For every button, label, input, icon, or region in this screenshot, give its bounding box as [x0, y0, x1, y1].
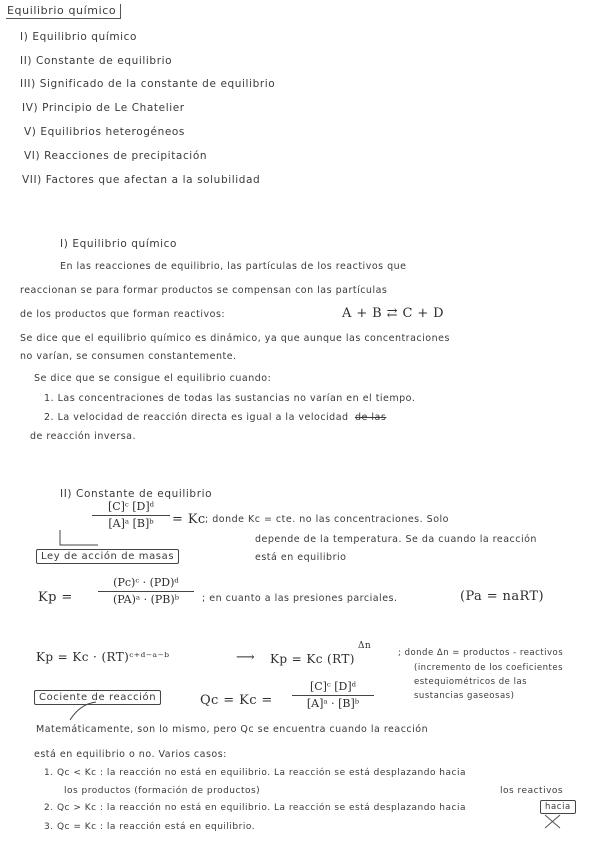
kc-equals: = Kc [172, 512, 206, 527]
struck-text: de las [355, 412, 387, 423]
list-item: 1. Las concentraciones de todas las sustancias no varían en el tiempo. [44, 393, 416, 404]
page-title: Equilibrio químico [6, 4, 121, 19]
kp-numerator: (Pc)ᶜ · (PD)ᵈ [113, 576, 179, 589]
qc-equals: Qc = Kc = [200, 693, 273, 708]
index-item: V) Equilibrios heterogéneos [24, 126, 185, 138]
kc-note: está en equilibrio [255, 552, 347, 563]
text-line: de los productos que forman reactivos: [20, 309, 226, 320]
index-item: IV) Principio de Le Chatelier [22, 102, 185, 114]
case-item: 2. Qc > Kc : la reacción no está en equilibrio. La reacción se está desplazando hacia [44, 803, 466, 813]
text-line: está en equilibrio o no. Varios casos: [34, 749, 227, 760]
law-of-mass-action-box: Ley de acción de masas [36, 549, 179, 564]
delta-n-exponent: Δn [358, 641, 372, 651]
delta-note: estequiométricos de las [414, 677, 528, 687]
text-line: Matemáticamente, son lo mismo, pero Qc se encuentra cuando la reacción [36, 724, 429, 735]
index-item: VII) Factores que afectan a la solubilidad [22, 174, 261, 186]
index-item: III) Significado de la constante de equilibrio [20, 78, 276, 90]
section-heading: I) Equilibrio químico [60, 238, 178, 250]
text-line: de reacción inversa. [30, 431, 137, 442]
case-item: 3. Qc = Kc : la reacción está en equilibrio. [44, 822, 256, 832]
kp-kc-relation: Kp = Kc · (RT)ᶜ⁺ᵈ⁻ᵃ⁻ᵇ [36, 650, 170, 664]
kc-note: ; donde Kc = cte. no las concentraciones. Solo [205, 514, 449, 525]
kc-numerator: [C]ᶜ [D]ᵈ [107, 500, 155, 513]
kc-note: depende de la temperatura. Se da cuando la reacción [255, 534, 537, 545]
reaction-equation: A + B ⇄ C + D [342, 306, 444, 321]
kc-denominator: [A]ᵃ [B]ᵇ [108, 517, 154, 530]
text-line: reaccionan se para formar productos se compensan con las partículas [20, 285, 388, 296]
reaction-quotient-box: Cociente de reacción [34, 690, 161, 705]
kp-denominator: (PA)ᵃ · (PB)ᵇ [112, 593, 180, 606]
list-item: 2. La velocidad de reacción directa es igual a la velocidad [44, 412, 349, 423]
text-line: no varían, se consumen constantemente. [20, 351, 237, 362]
section-heading: II) Constante de equilibrio [60, 488, 213, 500]
qc-denominator: [A]ᵃ · [B]ᵇ [306, 697, 360, 710]
margin-note: los reactivos [500, 786, 564, 796]
kp-note: ; en cuanto a las presiones parciales. [202, 593, 398, 604]
partial-pressure-formula: (Pa = naRT) [460, 589, 544, 604]
delta-note: ; donde Δn = productos - reactivos [398, 648, 564, 658]
arrow: ⟶ [236, 650, 256, 665]
case-item: los productos (formación de productos) [64, 786, 261, 796]
text-line: Se dice que el equilibrio químico es dinámico, ya que aunque las concentraciones [20, 333, 450, 344]
delta-note: (incremento de los coeficientes [414, 663, 564, 673]
index-item: VI) Reacciones de precipitación [24, 150, 208, 162]
boxed-note: hacia [540, 800, 576, 814]
index-item: II) Constante de equilibrio [20, 55, 173, 67]
delta-note: sustancias gaseosas) [414, 691, 515, 701]
kp-label: Kp = [38, 590, 73, 605]
case-item: 1. Qc < Kc : la reacción no está en equilibrio. La reacción se está desplazando hacia [44, 768, 466, 778]
kp-kc-simplified: Kp = Kc (RT) [270, 652, 355, 666]
qc-numerator: [C]ᶜ [D]ᵈ [309, 680, 357, 693]
text-line: En las reacciones de equilibrio, las partículas de los reactivos que [60, 261, 407, 272]
index-item: I) Equilibrio químico [20, 31, 138, 43]
text-line: Se dice que se consigue el equilibrio cuando: [34, 373, 272, 384]
